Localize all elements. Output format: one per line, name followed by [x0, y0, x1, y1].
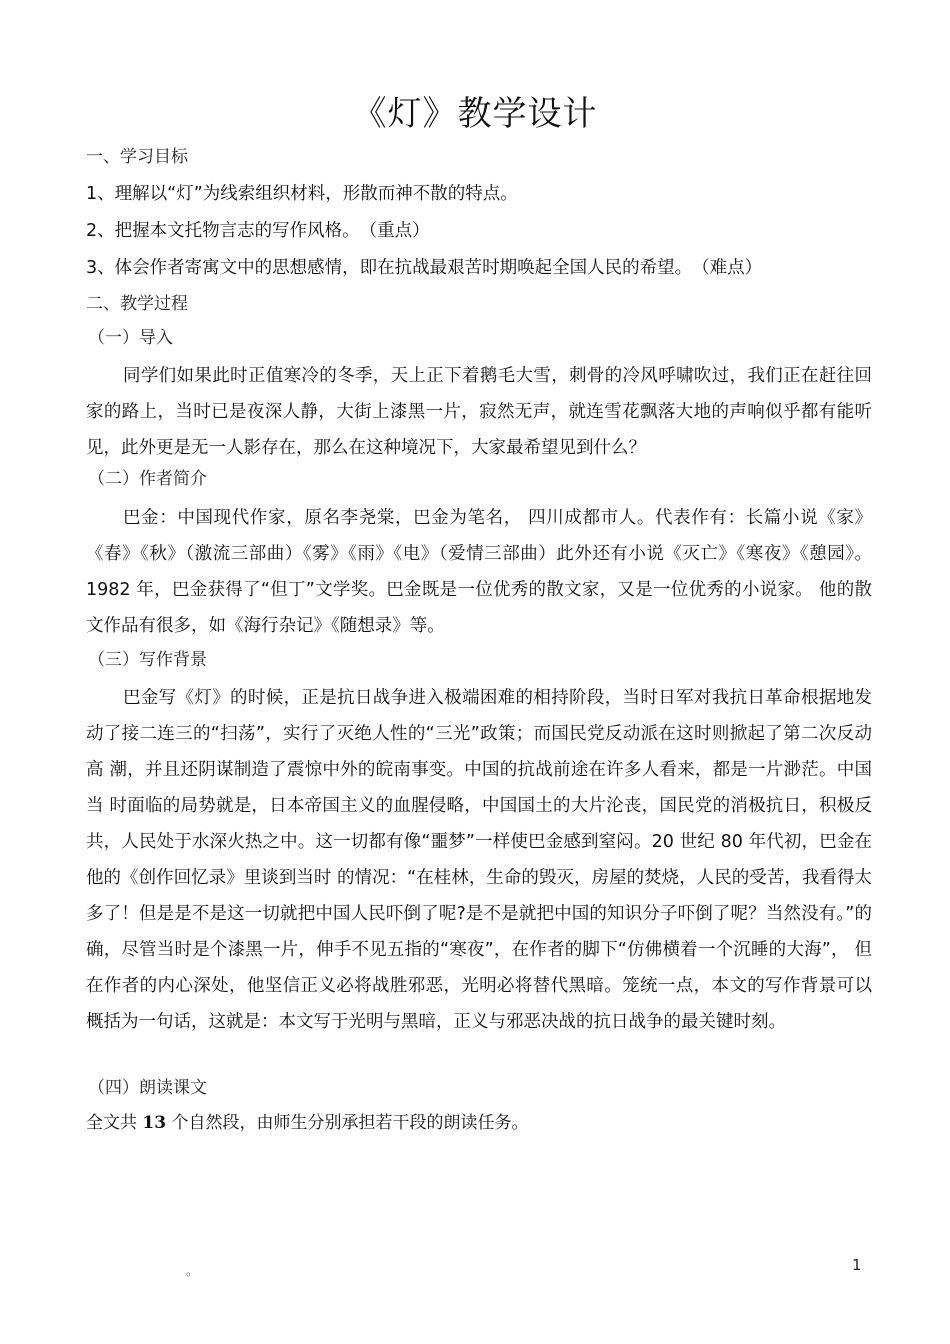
reading-prefix: 全文共	[86, 1113, 137, 1133]
subheading-reading: （四）朗读课文	[88, 1078, 207, 1098]
paragraph-background: 巴金写《灯》的时候，正是抗日战争进入极端困难的相持阶段，当时日军对我抗日革命根据地发动了接二连三的“扫荡”，实行了灭绝人性的“三光”政策；而国民党反动派在这时则掀起了第二次反动高 潮，并且还阴谋制造了震惊中外的皖南事变。中国的抗战前途在许多人看来，都是一片渺茫。中国当 时面临的局势就是，日本帝国主义的血腥侵略，中国国土的大片沦丧，国民党的消极抗日，积极反共，人民处于水深火热之中。这一切都有像“噩梦”一样使巴金感到窒闷。20 世纪 80 年代初，巴金在 他的《创作回忆录》里谈到当时 的情况：“在桂林，生命的毁灭，房屋的焚烧，人民的受苦，我看得太多了！但是是不是这一切就把中国人民吓倒了呢?是不是就把中国的知识分子吓倒了呢？当然没有。”的确，尽管当时是个漆黑一片，伸手不见五指的“寒夜”，在作者的脚下“仿佛横着一个沉睡的大海”， 但在作者的内心深处，他坚信正义必将战胜邪恶，光明必将替代黑暗。笼统一点，本文的写作背景可以概括为一句话，这就是：本文写于光明与黑暗，正义与邪恶决战的抗日战争的最关键时刻。	[86, 688, 872, 1032]
document-title: 《灯》教学设计	[352, 94, 598, 134]
reading-instruction	[86, 1110, 528, 1136]
section-heading-process: 二、教学过程	[86, 294, 188, 314]
page-number: 1	[852, 1256, 862, 1274]
paragraph-count: 13	[142, 1113, 167, 1133]
footer-mark: 。	[186, 1264, 199, 1278]
goal-item-1: 1、理解以“灯”为线索组织材料，形散而神不散的特点。	[86, 184, 518, 204]
subheading-background: （三）写作背景	[88, 650, 207, 670]
goal-item-3: 3、体会作者寄寓文中的思想感情，即在抗战最艰苦时期唤起全国人民的希望。 （难点）	[86, 258, 763, 278]
subheading-author: （二）作者简介	[88, 469, 207, 489]
section-heading-goals: 一、学习目标	[86, 147, 188, 167]
reading-suffix: 个自然段，由师生分别承担若干段的朗读任务。	[171, 1113, 529, 1133]
paragraph-intro: 同学们如果此时正值寒冷的冬季，天上正下着鹅毛大雪，刺骨的冷风呼啸吹过，我们正在赶往回家的路上，当时已是夜深人静，大街上漆黑一片，寂然无声，就连雪花飘落大地的声响似乎都有能听见，此外更是无一人影存在，那么在这种境况下，大家最希望见到什么？	[86, 366, 872, 458]
paragraph-author: 巴金：中国现代作家，原名李尧棠，巴金为笔名， 四川成都市人。代表作有：长篇小说《家》《春》《秋》（激流三部曲）《雾》《雨》《电》（爱情三部曲）此外还有小说《灭亡》《寒夜》《憩园》。1982 年，巴金获得了“但丁”文学奖。巴金既是一位优秀的散文家，又是一位优秀的小说家。 他的散文作品有很多，如《海行杂记》《随想录》等。	[86, 508, 872, 636]
subheading-intro: （一）导入	[88, 328, 173, 348]
goal-item-2: 2、把握本文托物言志的写作风格。 （重点）	[86, 221, 430, 241]
